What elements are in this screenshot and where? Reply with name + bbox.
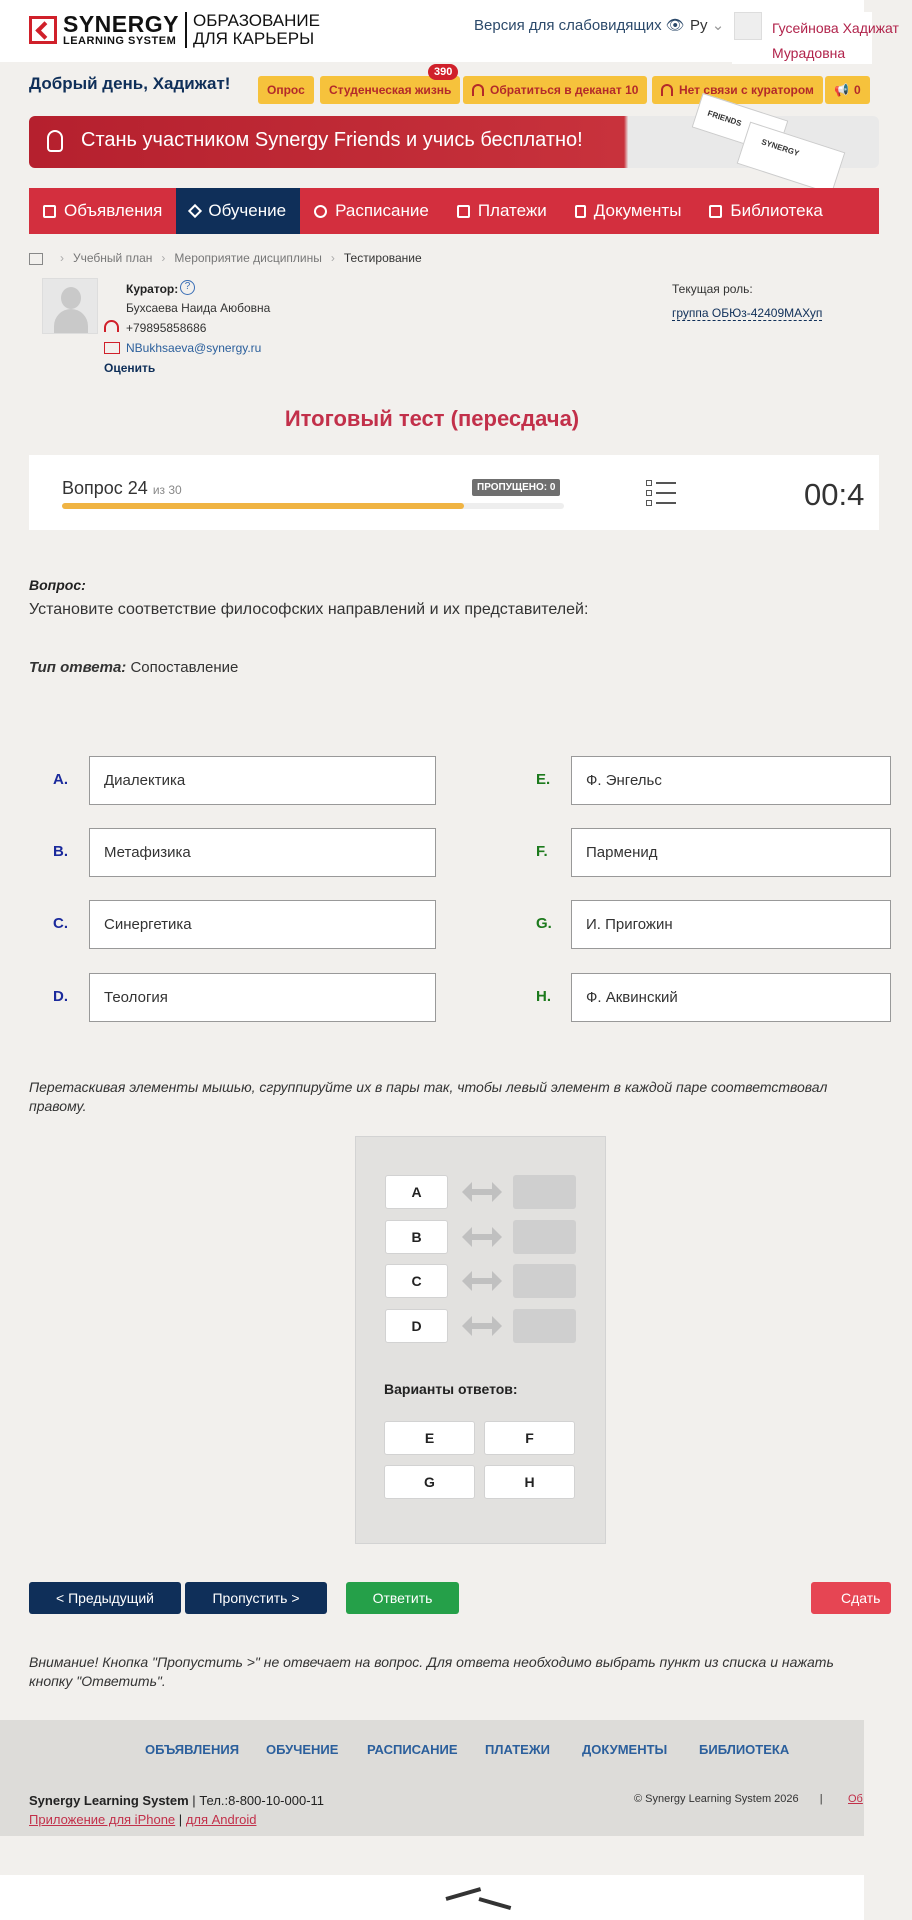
instruction-line1: Перетаскивая элементы мышью, сгруппируйте их в пары так, чтобы левый элемент в каждой паре соответствовал xyxy=(29,1079,828,1095)
survey-label: Опрос xyxy=(267,83,305,97)
main-nav xyxy=(29,188,879,234)
dnd-answer-option[interactable]: E xyxy=(384,1421,475,1455)
dnd-drop-slot[interactable] xyxy=(513,1309,576,1343)
dnd-left-item[interactable]: C xyxy=(385,1264,448,1298)
mail-icon xyxy=(104,342,120,354)
left-item: Теология xyxy=(89,973,436,1022)
footer-apps xyxy=(29,1812,256,1827)
nav-item-schedule[interactable] xyxy=(300,188,443,234)
skip-button[interactable]: Пропустить > xyxy=(185,1582,327,1614)
student-life-label: Студенческая жизнь xyxy=(329,83,452,97)
breadcrumb-item[interactable]: Мероприятие дисциплины xyxy=(174,251,322,265)
user-name-line2: Мурадовна xyxy=(772,45,846,61)
footer-sep: | xyxy=(819,1793,823,1805)
banner-card-1: FRIENDS xyxy=(692,93,789,155)
footer-copyright xyxy=(634,1793,823,1805)
chevron-right-icon: › xyxy=(330,251,335,265)
breadcrumb-item[interactable]: Учебный план xyxy=(73,251,153,265)
left-item: Синергетика xyxy=(89,900,436,949)
left-letter: D. xyxy=(53,988,68,1005)
synergy-logo[interactable] xyxy=(29,12,320,48)
nav-label: Объявления xyxy=(64,201,163,220)
announcements-count: 0 xyxy=(853,83,861,97)
announcements-button[interactable] xyxy=(825,76,870,104)
right-item: И. Пригожин xyxy=(571,900,891,949)
android-app-link[interactable]: для Android xyxy=(185,1812,257,1827)
footer-phone: Тел.:8-800-10-000-11 xyxy=(199,1793,325,1808)
bottom-bar xyxy=(0,1875,864,1920)
headset-icon xyxy=(104,320,119,332)
accessibility-label: Версия для слабовидящих xyxy=(474,17,662,34)
double-arrow-icon xyxy=(462,1227,502,1247)
right-item: Парменид xyxy=(571,828,891,877)
survey-button[interactable] xyxy=(258,76,314,104)
breadcrumb-current: Тестирование xyxy=(343,251,422,265)
notification-badge: 390 xyxy=(428,64,458,80)
wallet-icon xyxy=(457,205,470,218)
warning-line2: кнопку "Ответить". xyxy=(29,1673,166,1689)
skipped-badge: ПРОПУЩЕНО: 0 xyxy=(472,479,560,496)
chevron-down-icon: ⌄ xyxy=(711,17,725,34)
footer-nav-library[interactable]: БИБЛИОТЕКА xyxy=(699,1742,790,1757)
progress-bar xyxy=(62,503,564,509)
left-letter: C. xyxy=(53,915,68,932)
footer-nav-documents[interactable]: ДОКУМЕНТЫ xyxy=(582,1742,668,1757)
rate-curator-link[interactable]: Оценить xyxy=(104,361,156,375)
footer-right-link[interactable]: Об xyxy=(848,1793,863,1805)
answer-type-value: Сопоставление xyxy=(130,659,239,676)
promo-banner-text: Стань участником Synergy Friends и учись бесплатно! xyxy=(81,129,583,151)
double-arrow-icon xyxy=(462,1316,502,1336)
accessibility-version-link[interactable] xyxy=(474,16,685,34)
dnd-answer-option[interactable]: G xyxy=(384,1465,475,1499)
left-letter: B. xyxy=(53,843,68,860)
logo-divider xyxy=(185,12,187,48)
no-curator-button[interactable] xyxy=(652,76,823,104)
user-name-line1: Гусейнова Хадижат xyxy=(772,20,899,36)
role-label: Текущая роль: xyxy=(672,282,753,296)
footer-nav-payments[interactable]: ПЛАТЕЖИ xyxy=(485,1742,550,1757)
curator-email-link[interactable]: NBukhsaeva@synergy.ru xyxy=(126,341,262,355)
no-curator-label: Нет связи с куратором xyxy=(679,83,814,97)
answer-type-label: Тип ответа: xyxy=(29,659,127,676)
footer-sep: | xyxy=(192,1793,196,1808)
nav-item-library[interactable] xyxy=(695,188,836,234)
footer-company-name: Synergy Learning System xyxy=(29,1793,189,1808)
right-letter: F. xyxy=(536,843,548,860)
dnd-drop-slot[interactable] xyxy=(513,1220,576,1254)
left-item: Диалектика xyxy=(89,756,436,805)
instruction-line2: правому. xyxy=(29,1098,87,1114)
greeting-text: Добрый день, Хадижат! xyxy=(29,74,231,93)
nav-item-announcements[interactable] xyxy=(29,188,176,234)
double-arrow-icon xyxy=(462,1182,502,1202)
top-header xyxy=(0,0,899,62)
dnd-drop-slot[interactable] xyxy=(513,1175,576,1209)
book-icon xyxy=(709,205,722,218)
right-item: Ф. Аквинский xyxy=(571,973,891,1022)
dnd-drop-slot[interactable] xyxy=(513,1264,576,1298)
left-item: Метафизика xyxy=(89,828,436,877)
home-icon[interactable] xyxy=(29,253,43,265)
role-selector[interactable]: группа ОБЮз-42409МАХуп xyxy=(672,306,823,320)
drag-instructions xyxy=(29,1078,879,1116)
headset-icon xyxy=(661,84,673,96)
footer-sep: | xyxy=(178,1812,183,1827)
question-counter xyxy=(62,478,182,499)
deanery-label: Обратиться в деканат 10 xyxy=(490,83,639,97)
question-label: Вопрос: xyxy=(29,577,86,593)
logo-main-text: SYNERGY xyxy=(63,11,179,37)
dnd-left-item[interactable]: A xyxy=(385,1175,448,1209)
nav-item-payments[interactable] xyxy=(443,188,561,234)
nav-label: Расписание xyxy=(335,201,429,220)
dnd-answer-option[interactable]: F xyxy=(484,1421,575,1455)
warning-line1: Внимание! Кнопка "Пропустить >" не отвечает на вопрос. Для ответа необходимо выбрать пункт из списка и нажать xyxy=(29,1654,834,1670)
deanery-button[interactable] xyxy=(463,76,647,104)
banner-card-2: SYNERGY xyxy=(737,122,846,195)
progress-fill xyxy=(62,503,464,509)
copyright-text: © Synergy Learning System 2026 xyxy=(634,1793,799,1805)
chevron-right-icon: › xyxy=(60,251,64,265)
curator-name: Бухсаева Наида Аюбовна xyxy=(126,301,271,315)
submit-button[interactable]: Сдать xyxy=(811,1582,891,1614)
curator-photo xyxy=(42,278,98,334)
footer-company xyxy=(29,1793,324,1808)
footer-nav-schedule[interactable]: РАСПИСАНИЕ xyxy=(367,1742,458,1757)
right-item: Ф. Энгельс xyxy=(571,756,891,805)
student-life-button[interactable] xyxy=(320,76,460,104)
nav-label: Документы xyxy=(593,201,682,220)
graduation-cap-icon xyxy=(188,204,202,218)
curator-label: Куратор: xyxy=(126,282,179,296)
nav-label: Платежи xyxy=(477,201,547,220)
logo-sub-text: LEARNING SYSTEM xyxy=(63,35,177,47)
clock-icon xyxy=(314,205,327,218)
headset-icon xyxy=(472,84,484,96)
footer xyxy=(0,1720,864,1836)
curator-phone: +79895858686 xyxy=(126,321,207,335)
nav-label: Обучение xyxy=(208,201,287,220)
language-selector[interactable] xyxy=(690,16,724,34)
hand-pointer-icon xyxy=(47,130,63,152)
question-list-icon[interactable] xyxy=(646,480,676,506)
avatar xyxy=(734,12,762,40)
answer-type xyxy=(29,659,238,676)
nav-label: Библиотека xyxy=(730,201,823,220)
previous-button[interactable]: < Предыдущий xyxy=(29,1582,181,1614)
right-letter: H. xyxy=(536,988,551,1005)
question-panel xyxy=(29,455,879,530)
chevron-right-icon: › xyxy=(161,251,166,265)
language-value: Ру xyxy=(690,17,708,34)
help-icon[interactable]: ? xyxy=(180,280,195,295)
announcements-icon xyxy=(43,205,56,218)
question-number: Вопрос 24 xyxy=(62,478,148,498)
left-letter: A. xyxy=(53,771,68,788)
footer-nav-announcements[interactable]: ОБЪЯВЛЕНИЯ xyxy=(145,1742,240,1757)
breadcrumb xyxy=(29,251,422,265)
answer-options-heading: Варианты ответов: xyxy=(384,1381,518,1397)
answer-button[interactable]: Ответить xyxy=(346,1582,459,1614)
chevron-up-icon[interactable] xyxy=(446,1889,510,1909)
skip-warning xyxy=(29,1653,879,1691)
megaphone-icon: 📢 xyxy=(834,83,849,97)
logo-mark-icon xyxy=(29,16,57,44)
question-text: Установите соответствие философских направлений и их представителей: xyxy=(29,601,589,618)
right-letter: E. xyxy=(536,771,551,788)
timer: 00:4 xyxy=(804,477,865,512)
dnd-left-item[interactable]: B xyxy=(385,1220,448,1254)
document-icon xyxy=(575,205,586,218)
nav-item-documents[interactable] xyxy=(561,188,696,234)
right-letter: G. xyxy=(536,915,552,932)
logo-slogan-line1: ОБРАЗОВАНИЕ xyxy=(192,11,320,30)
eye-icon: 👁 xyxy=(665,17,685,34)
dnd-left-item[interactable]: D xyxy=(385,1309,448,1343)
banner-cards-image xyxy=(689,108,889,168)
nav-item-learning[interactable] xyxy=(176,188,300,234)
user-menu[interactable] xyxy=(732,12,899,64)
page-title: Итоговый тест (пересдача) xyxy=(284,406,580,431)
matching-dnd-area xyxy=(355,1136,606,1544)
double-arrow-icon xyxy=(462,1271,502,1291)
iphone-app-link[interactable]: Приложение для iPhone xyxy=(29,1812,176,1827)
question-total: из 30 xyxy=(152,483,182,497)
promo-banner[interactable] xyxy=(29,108,879,168)
footer-nav-learning[interactable]: ОБУЧЕНИЕ xyxy=(266,1742,339,1757)
logo-slogan-line2: ДЛЯ КАРЬЕРЫ xyxy=(192,29,315,48)
dnd-answer-option[interactable]: H xyxy=(484,1465,575,1499)
